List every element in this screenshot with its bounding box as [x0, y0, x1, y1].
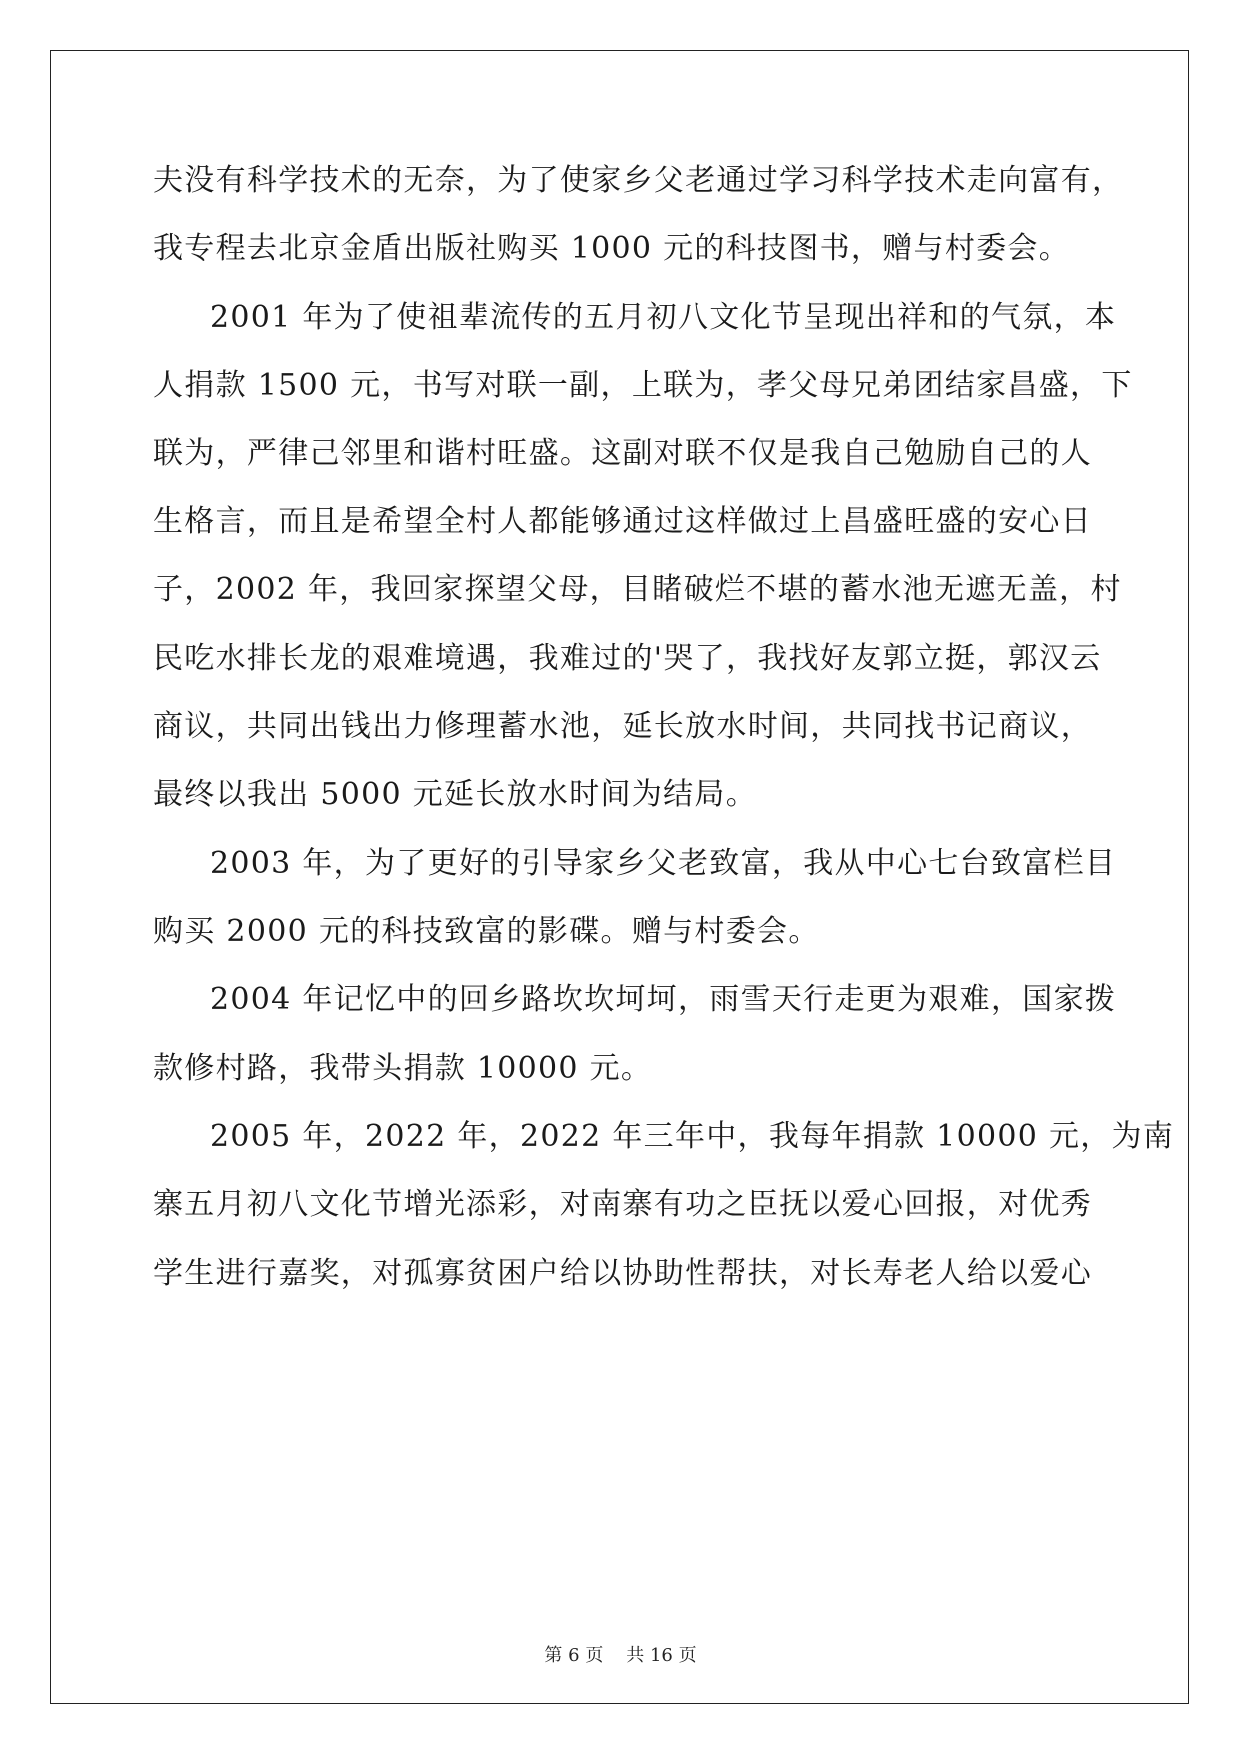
text-line-14: 款修村路，我带头捐款 10000 元。 — [153, 1051, 653, 1086]
text-line-10: 最终以我出 5000 元延长放水时间为结局。 — [153, 777, 758, 812]
text-line-6: 生格言，而且是希望全村人都能够通过这样做过上昌盛旺盛的安心日 — [153, 504, 1092, 539]
text-line-9: 商议，共同出钱出力修理蓄水池，延长放水时间，共同找书记商议， — [153, 709, 1092, 744]
page-footer — [0, 1644, 1241, 1668]
text-line-3: 2001 年为了使祖辈流传的五月初八文化节呈现出祥和的气氛，本 — [210, 300, 1117, 335]
text-line-12: 购买 2000 元的科技致富的影碟。赠与村委会。 — [153, 914, 820, 949]
page-total: 共 16 页 — [626, 1645, 697, 1666]
page-number: 第 6 页 — [544, 1645, 604, 1666]
text-line-4: 人捐款 1500 元，书写对联一副，上联为，孝父母兄弟团结家昌盛，下 — [153, 368, 1133, 403]
text-line-7: 子，2002 年，我回家探望父母，目睹破烂不堪的蓄水池无遮无盖，村 — [153, 572, 1122, 607]
text-line-17: 学生进行嘉奖，对孤寡贫困户给以协助性帮扶，对长寿老人给以爱心 — [153, 1256, 1092, 1291]
text-line-15: 2005 年，2022 年，2022 年三年中，我每年捐款 10000 元，为南 — [210, 1119, 1175, 1154]
text-line-8: 民吃水排长龙的艰难境遇，我难过的'哭了，我找好友郭立挺，郭汉云 — [153, 641, 1102, 676]
text-line-13: 2004 年记忆中的回乡路坎坎坷坷，雨雪天行走更为艰难，国家拨 — [210, 982, 1117, 1017]
text-line-2: 我专程去北京金盾出版社购买 1000 元的科技图书，赠与村委会。 — [153, 231, 1071, 266]
text-line-1: 夫没有科学技术的无奈，为了使家乡父老通过学习科学技术走向富有， — [153, 163, 1124, 198]
text-line-16: 寨五月初八文化节增光添彩，对南寨有功之臣抚以爱心回报，对优秀 — [153, 1187, 1092, 1222]
text-line-5: 联为，严律己邻里和谐村旺盛。这副对联不仅是我自己勉励自己的人 — [153, 436, 1092, 471]
text-line-11: 2003 年，为了更好的引导家乡父老致富，我从中心七台致富栏目 — [210, 846, 1117, 881]
